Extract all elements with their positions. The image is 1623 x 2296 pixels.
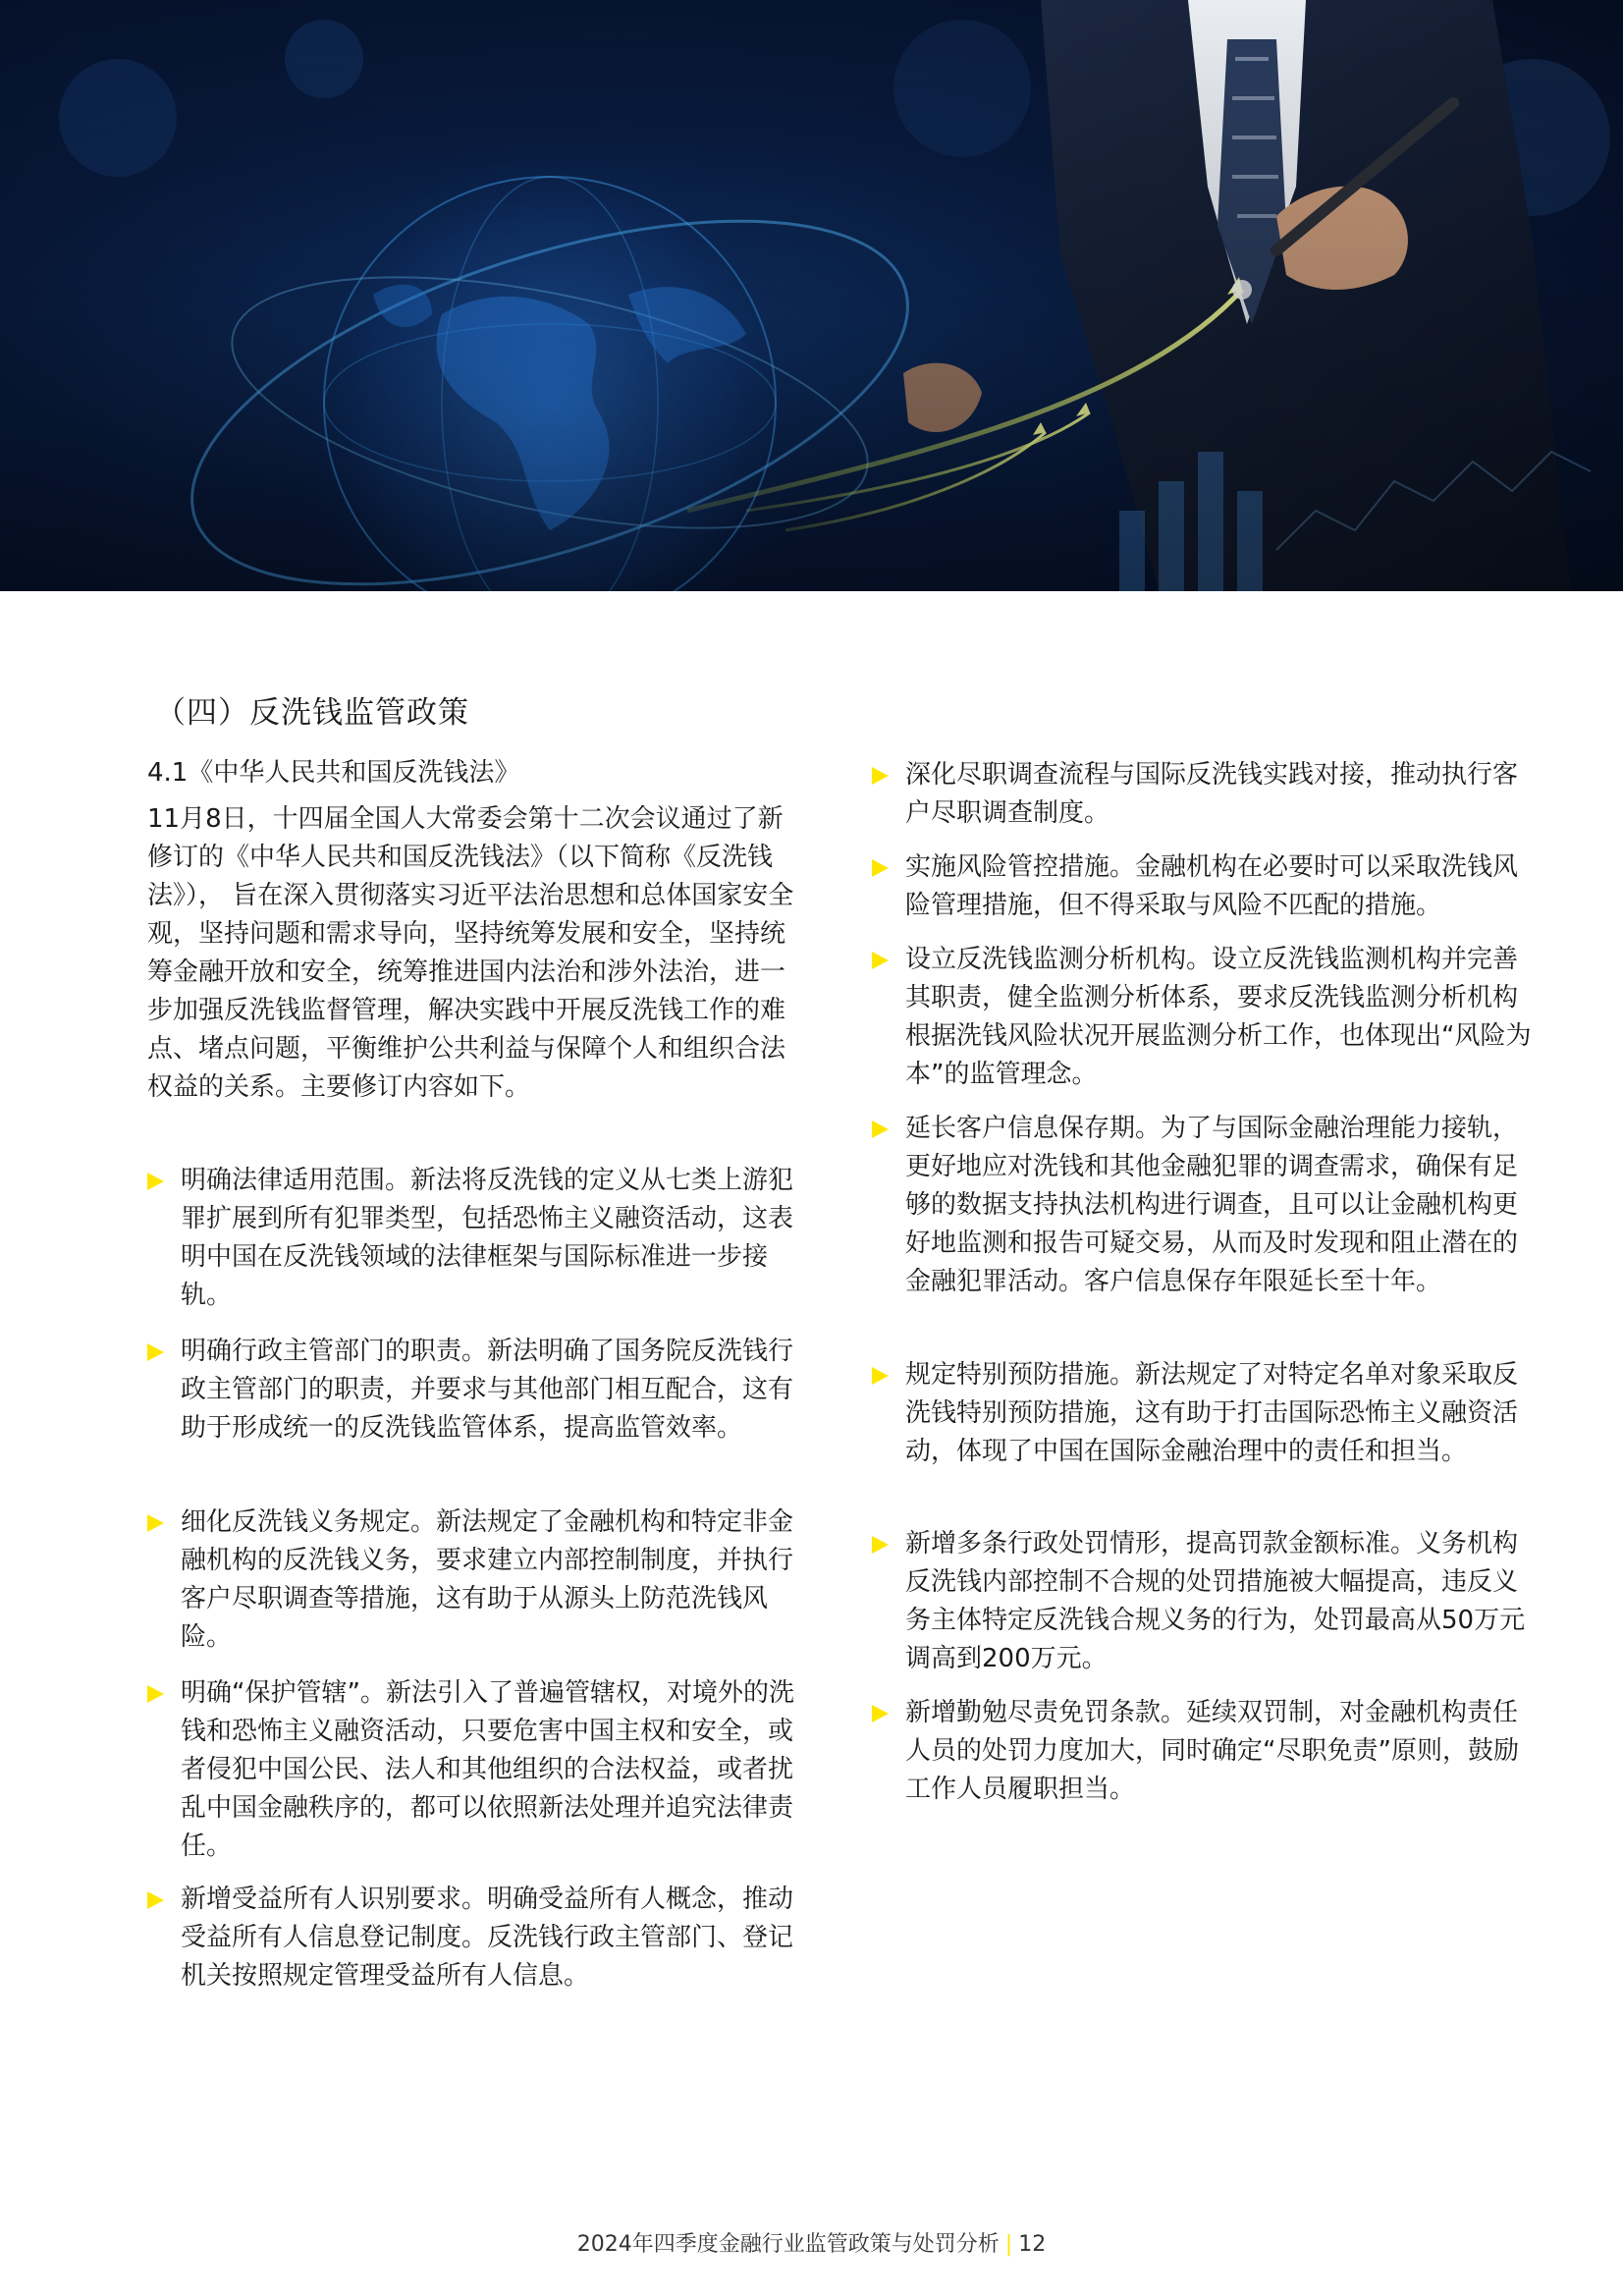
bullet-arrow-icon: [872, 1694, 905, 1732]
bullet-arrow-icon: [147, 1881, 181, 1919]
list-item-text: 新增多条行政处罚情形，提高罚款金额标准。义务机构反洗钱内部控制不合规的处罚措施被大幅提高，违反义务主体特定反洗钱合规义务的行为，处罚最高从50万元调高到200万元。: [905, 1529, 1526, 1673]
bullet-arrow-icon: [872, 1525, 905, 1563]
bullet-arrow-icon: [147, 1503, 181, 1542]
bullet-arrow-icon: [872, 756, 905, 794]
list-item: [147, 1333, 795, 1448]
list-item: [872, 848, 1540, 925]
bullet-arrow-icon: [872, 1110, 905, 1148]
bullet-arrow-icon: [872, 941, 905, 979]
list-item: [872, 1525, 1540, 1678]
list-item-text: 细化反洗钱义务规定。新法规定了金融机构和特定非金融机构的反洗钱义务，要求建立内部控制制度，并执行客户尽职调查等措施，这有助于从源头上防范洗钱风险。: [181, 1507, 794, 1652]
list-item-text: 明确法律适用范围。新法将反洗钱的定义从七类上游犯罪扩展到所有犯罪类型，包括恐怖主义融资活动，这表明中国在反洗钱领域的法律框架与国际标准进一步接轨。: [181, 1166, 794, 1310]
list-item-text: 延长客户信息保存期。为了与国际金融治理能力接轨，更好地应对洗钱和其他金融犯罪的调查需求，确保有足够的数据支持执法机构进行调查，且可以让金融机构更好地监测和报告可疑交易，从而及时发现和阻止潜在的金融犯罪活动。客户信息保存年限延长至十年。: [905, 1114, 1519, 1296]
bullet-arrow-icon: [147, 1162, 181, 1200]
page-number: 12: [1018, 2232, 1047, 2257]
law-subheading: 4.1《中华人民共和国反洗钱法》: [147, 758, 520, 788]
list-item: [872, 941, 1540, 1094]
section-title: （四）反洗钱监管政策: [155, 695, 469, 731]
hero-image: [0, 0, 1623, 591]
list-item: [147, 1674, 795, 1866]
bullet-arrow-icon: [872, 1356, 905, 1394]
list-item-text: 明确行政主管部门的职责。新法明确了国务院反洗钱行政主管部门的职责，并要求与其他部门相互配合，这有助于形成统一的反洗钱监管体系，提高监管效率。: [181, 1337, 794, 1443]
bullet-arrow-icon: [147, 1333, 181, 1371]
list-item: [872, 756, 1540, 833]
list-item-text: 深化尽职调查流程与国际反洗钱实践对接，推动执行客户尽职调查制度。: [905, 760, 1519, 828]
footer-separator: |: [1004, 2232, 1013, 2257]
list-item: [872, 1356, 1540, 1471]
list-item: [872, 1110, 1540, 1301]
page-footer: [0, 2227, 1623, 2258]
list-item-text: 实施风险管控措施。金融机构在必要时可以采取洗钱风险管理措施，但不得采取与风险不匹配的措施。: [905, 852, 1519, 920]
list-item: [872, 1694, 1540, 1809]
list-item-text: 设立反洗钱监测分析机构。设立反洗钱监测机构并完善其职责，健全监测分析体系，要求反洗钱监测分析机构根据洗钱风险状况开展监测分析工作，也体现出“风险为本”的监管理念。: [905, 945, 1532, 1089]
bullet-arrow-icon: [872, 848, 905, 887]
hero-illustration: [0, 0, 1623, 591]
intro-paragraph: 11月8日，十四届全国人大常委会第十二次会议通过了新修订的《中华人民共和国反洗钱法》（以下简称《反洗钱法》）， 旨在深入贯彻落实习近平法治思想和总体国家安全观，坚持问题和需求导向，坚持统筹发展和安全，坚持统筹金融开放和安全，统筹推进国内法治和涉外法治，进一步加强反洗钱监督管理，解决实践中开展反洗钱工作的难点、堵点问题，平衡维护公共利益与保障个人和组织合法权益的关系。主要修订内容如下。: [147, 804, 794, 1102]
list-item-text: 规定特别预防措施。新法规定了对特定名单对象采取反洗钱特别预防措施，这有助于打击国际恐怖主义融资活动，体现了中国在国际金融治理中的责任和担当。: [905, 1360, 1519, 1466]
list-item: [147, 1162, 795, 1315]
bullet-arrow-icon: [147, 1674, 181, 1713]
list-item-text: 新增受益所有人识别要求。明确受益所有人概念，推动受益所有人信息登记制度。反洗钱行政主管部门、登记机关按照规定管理受益所有人信息。: [181, 1885, 794, 1991]
list-item: [147, 1503, 795, 1657]
list-item: [147, 1881, 795, 1995]
list-item-text: 明确“保护管辖”。新法引入了普遍管辖权，对境外的洗钱和恐怖主义融资活动，只要危害中国主权和安全，或者侵犯中国公民、法人和其他组织的合法权益，或者扰乱中国金融秩序的，都可以依照新法处理并追究法律责任。: [181, 1678, 794, 1861]
footer-title: 2024年四季度金融行业监管政策与处罚分析: [576, 2232, 1000, 2257]
list-item-text: 新增勤勉尽责免罚条款。延续双罚制，对金融机构责任人员的处罚力度加大，同时确定“尽职免责”原则，鼓励工作人员履职担当。: [905, 1698, 1519, 1804]
